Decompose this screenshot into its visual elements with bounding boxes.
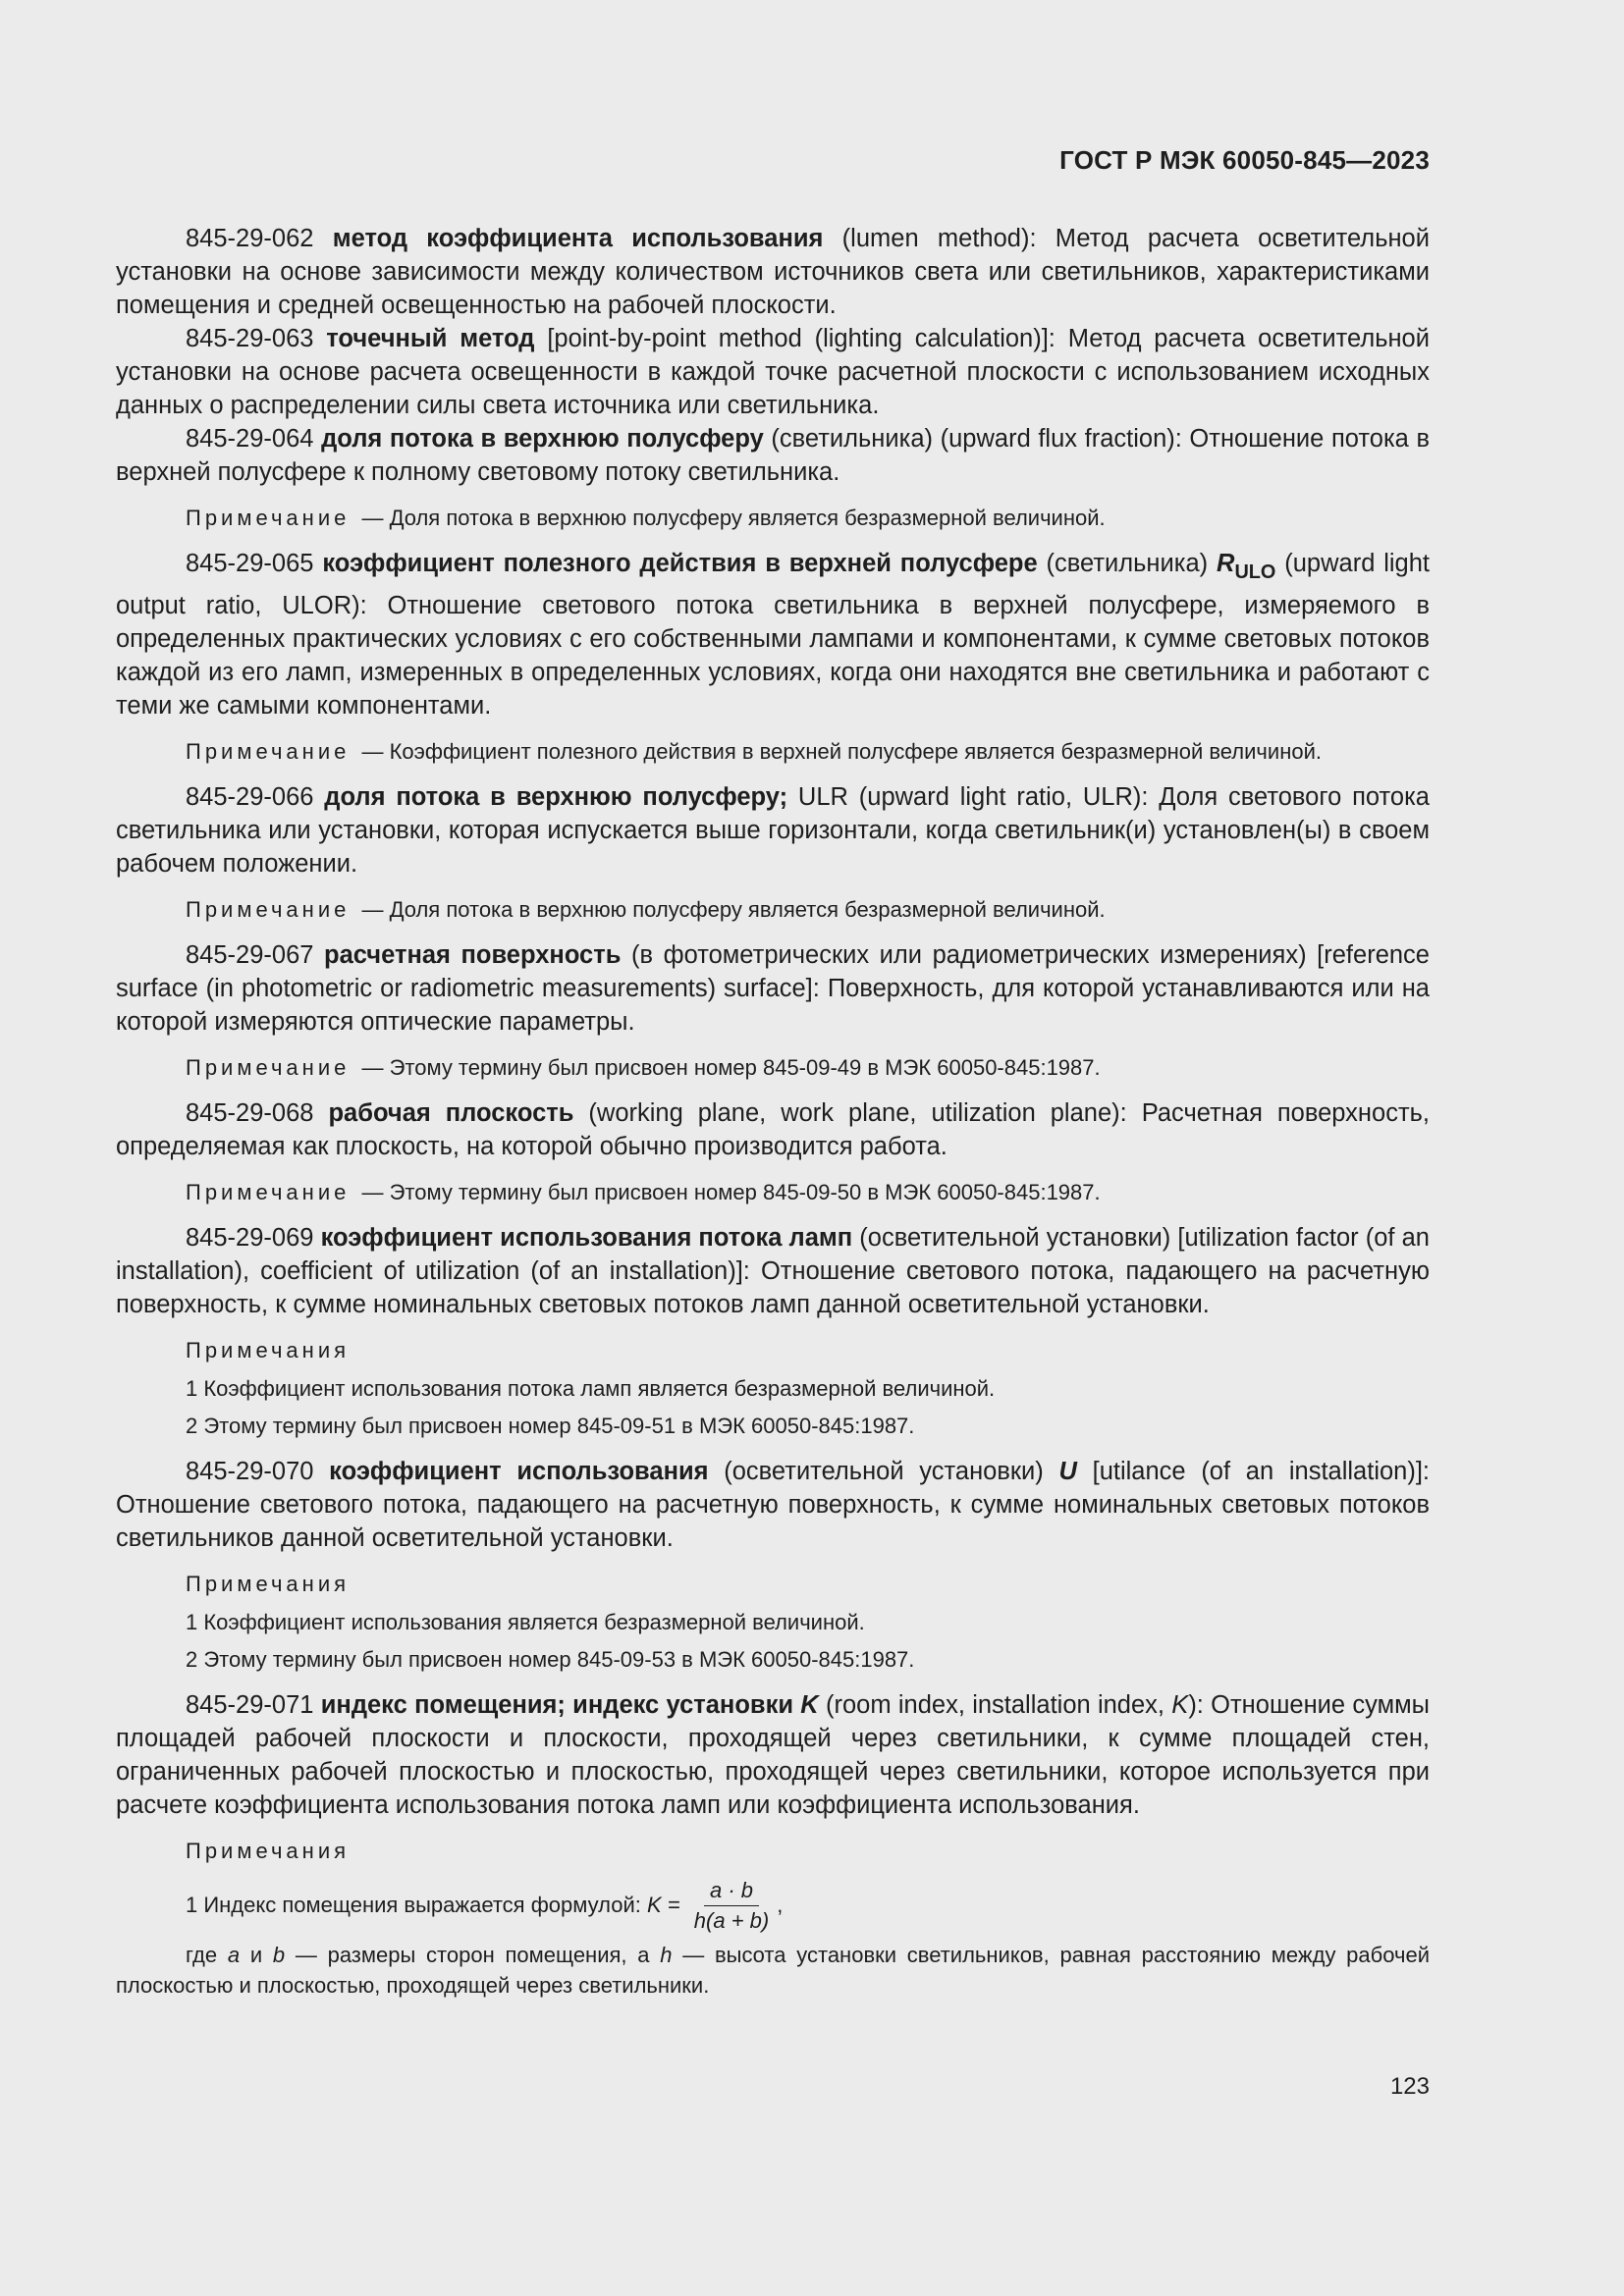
formula-numerator: a · b xyxy=(704,1878,759,1906)
note-text: — Этому термину был присвоен номер 845-09-50 в МЭК 60050-845:1987. xyxy=(355,1179,1101,1204)
formula-denominator: h(a + b) xyxy=(693,1907,770,1933)
term-definition: [point-by-point method (lighting calculation)]: Метод расчета осветительной установки на основе расчета освещенности в каждой точке расчетной плоскости с использованием исходных данных о распределении силы света источника или светильника. xyxy=(116,325,1430,419)
document-header: ГОСТ Р МЭК 60050-845—2023 xyxy=(1059,145,1430,175)
term-definition: (светильника) (upward flux fraction): Отношение потока в верхней полусфере к полному световому потоку светильника. xyxy=(116,425,1430,486)
term-title: коэффициент полезного действия в верхней полусфере xyxy=(322,550,1038,577)
formula-note xyxy=(116,1878,1430,1934)
term-title: точечный метод xyxy=(326,325,535,352)
note-item: 2 Этому термину был присвоен номер 845-09-53 в МЭК 60050-845:1987. xyxy=(186,1646,915,1672)
term-entry-069 xyxy=(116,1221,1430,1321)
term-entry-062 xyxy=(116,222,1430,322)
term-entry-067 xyxy=(116,938,1430,1039)
note-item: 2 Этому термину был присвоен номер 845-09-51 в МЭК 60050-845:1987. xyxy=(186,1413,915,1438)
formula-tail: , xyxy=(777,1893,784,1918)
term-number: 845-29-063 xyxy=(186,325,314,352)
note-064 xyxy=(116,503,1430,533)
notes-heading-069: Примечания xyxy=(186,1337,351,1362)
term-entry-066 xyxy=(116,780,1430,881)
term-symbol-inline: K xyxy=(1171,1690,1189,1719)
term-entry-071 xyxy=(116,1688,1430,1822)
term-title: коэффициент использования потока ламп xyxy=(320,1223,853,1252)
formula-intro: 1 Индекс помещения выражается формулой: xyxy=(186,1893,641,1918)
note-067 xyxy=(116,1052,1430,1083)
term-definition: [utilance (of an installation)]: Отношение светового потока, падающего на расчетную поверхность, к сумме номинальных световых потоков светильников данной осветительной установки. xyxy=(116,1457,1431,1552)
note-label: Примечание xyxy=(186,1179,351,1204)
note-text: — Этому термину был присвоен номер 845-09-49 в МЭК 60050-845:1987. xyxy=(355,1054,1101,1080)
note-label: Примечание xyxy=(186,738,351,764)
term-title: коэффициент использования xyxy=(329,1457,709,1485)
term-title: доля потока в верхнюю полусферу; xyxy=(324,782,788,811)
term-number: 845-29-067 xyxy=(186,940,314,969)
document-body xyxy=(116,222,1430,2014)
term-definition: (в фотометрических или радиометрических измерениях) [reference surface (in photometric or radiometric measurements) surface]: Поверхность, для которой устанавливаются или на которой измеряются оптические параметры. xyxy=(116,940,1430,1036)
term-number: 845-29-064 xyxy=(186,425,314,453)
term-title: метод коэффициента использования xyxy=(332,225,824,252)
term-qualifier: (осветительной установки) xyxy=(708,1457,1059,1485)
term-entry-068 xyxy=(116,1096,1430,1163)
note-label: Примечание xyxy=(186,506,351,530)
term-number: 845-29-071 xyxy=(186,1690,314,1719)
term-number: 845-29-066 xyxy=(186,782,314,811)
note-text: — Доля потока в верхнюю полусферу является безразмерной величиной. xyxy=(355,506,1106,530)
formula-explanation: где a и b — размеры сторон помещения, а h — высота установки светильников, равная расстоянию между рабочей плоскостью и плоскостью, проходящей через светильники. xyxy=(116,1942,1430,1998)
notes-heading-071: Примечания xyxy=(186,1838,351,1863)
term-number: 845-29-062 xyxy=(186,225,314,252)
term-symbol: R xyxy=(1217,550,1235,577)
term-definition-a: (room index, installation index, xyxy=(818,1690,1172,1719)
term-number: 845-29-069 xyxy=(186,1223,314,1252)
term-title: расчетная поверхность xyxy=(324,940,622,969)
term-number: 845-29-065 xyxy=(186,550,314,577)
note-text: — Коэффициент полезного действия в верхней полусфере является безразмерной величиной. xyxy=(355,738,1322,764)
page-number: 123 xyxy=(1389,2073,1430,2100)
term-title: доля потока в верхнюю полусферу xyxy=(321,425,764,453)
term-symbol: K xyxy=(800,1690,819,1719)
term-definition: (upward light output ratio, ULOR): Отношение светового потока светильника в верхней полусфере, измеряемого в определенных практических условиях с его собственными лампами и компонентами, к сумме световых потоков каждой из его ламп, измеренных в определенных условиях, когда они находятся вне светильника и работают с теми же самыми компонентами. xyxy=(116,550,1431,720)
note-item: 1 Коэффициент использования потока ламп является безразмерной величиной. xyxy=(186,1375,996,1401)
term-entry-065 xyxy=(116,547,1430,722)
note-066 xyxy=(116,894,1430,925)
note-label: Примечание xyxy=(186,896,351,922)
note-068 xyxy=(116,1177,1430,1207)
notes-heading-070: Примечания xyxy=(186,1571,351,1596)
term-definition: (lumen method): Метод расчета осветительной установки на основе зависимости между количеством источников света или светильников, характеристиками помещения и средней освещенностью на рабочей плоскости. xyxy=(116,225,1430,319)
term-number: 845-29-068 xyxy=(186,1098,314,1127)
note-label: Примечание xyxy=(186,1054,351,1080)
formula-fraction xyxy=(688,1878,775,1934)
term-definition-b: ): Отношение суммы площадей рабочей плоскости и плоскости, проходящей через светильники, к сумме площадей стен, ограниченных рабочей плоскостью и плоскостью, проходящей через светильники, которое используется при расчете коэффициента использования потока ламп или коэффициента использования. xyxy=(116,1690,1430,1819)
term-title: индекс помещения; индекс установки xyxy=(320,1690,794,1719)
term-symbol: U xyxy=(1058,1457,1077,1485)
term-qualifier: (светильника) xyxy=(1037,550,1218,577)
term-symbol-subscript: ULO xyxy=(1234,561,1276,583)
term-definition: (осветительной установки) [utilization factor (of an installation), coefficient of utilization (of an installation)]: Отношение светового потока, падающего на расчетную поверхность, к сумме номинальных световых потоков ламп данной осветительной установки. xyxy=(116,1223,1430,1318)
term-definition: (working plane, work plane, utilization plane): Расчетная поверхность, определяемая как плоскость, на которой обычно производится работа. xyxy=(116,1098,1430,1160)
note-item: 1 Коэффициент использования является безразмерной величиной. xyxy=(186,1609,865,1634)
term-entry-064 xyxy=(116,422,1430,489)
note-065 xyxy=(116,736,1430,767)
term-entry-070 xyxy=(116,1455,1430,1555)
term-title: рабочая плоскость xyxy=(328,1098,574,1127)
term-definition: ULR (upward light ratio, ULR): Доля светового потока светильника или установки, которая испускается выше горизонтали, когда светильник(и) установлен(ы) в своем рабочем положении. xyxy=(116,782,1430,878)
note-text: — Доля потока в верхнюю полусферу является безразмерной величиной. xyxy=(355,896,1106,922)
formula-lhs: K = xyxy=(647,1893,680,1918)
term-entry-063 xyxy=(116,322,1430,422)
term-number: 845-29-070 xyxy=(186,1457,314,1485)
